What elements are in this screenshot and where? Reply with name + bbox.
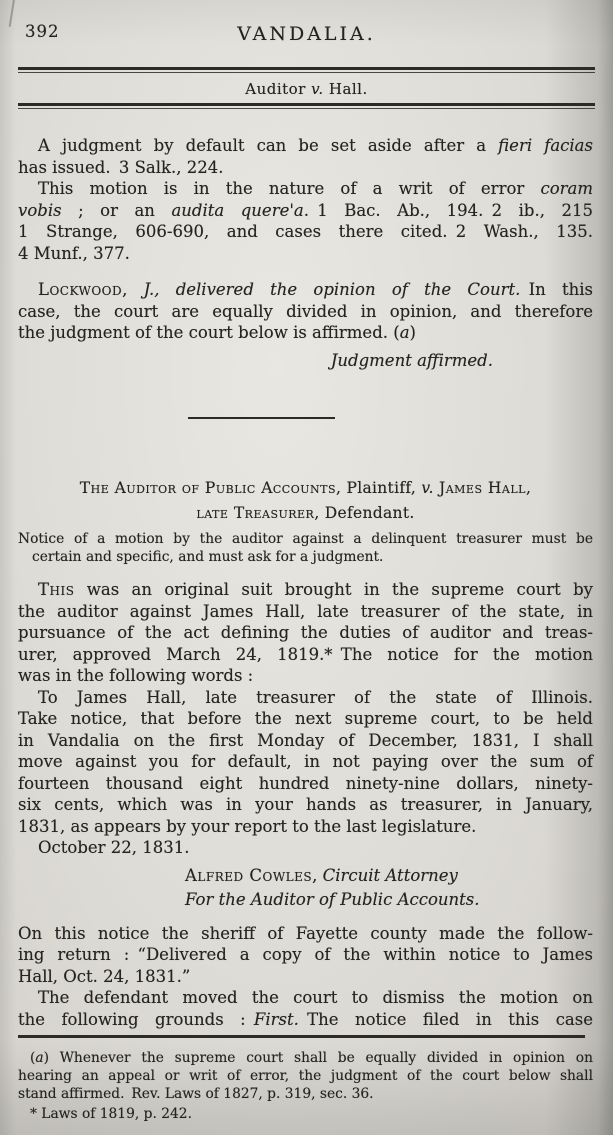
section-separator-rule xyxy=(188,417,335,419)
opinion-paragraph-default-judgment: A judgment by default can be set aside after a fieri facias has issued. 3 Salk., 224. xyxy=(18,136,593,177)
footnote-separator-rule xyxy=(18,1035,585,1037)
defendant-motion-paragraph: The defendant moved the court to dismiss the motion on the following grounds : First. The notice filed in this case xyxy=(18,988,593,1029)
header-rule-bottom xyxy=(18,103,595,109)
running-head: Auditor v. Hall. xyxy=(245,80,368,98)
case-caption: The Auditor of Public Accounts, Plaintiff, v. James Hall, late Treasurer, Defendant. xyxy=(79,479,532,523)
sheriff-return-paragraph: On this notice the sheriff of Fayette county made the follow- ing return : “Delivered a copy of the within notice to James Hall, Oct. 24, 1831.” xyxy=(18,923,593,986)
notice-paragraph: To James Hall, late treasurer of the state of Illinois. Take notice, that before the next supreme court, to be held in Vandalia on the first Monday of December, 1831, I shall move against you for default, in not paying over the sum of fourteen thousand eight hundred ninety-nine dollars, ninety- six cents, which was in your hands as treasurer, in January, 1831, as appears by your report to the last legislature. xyxy=(18,687,593,836)
opinion-paragraph-writ-of-error: This motion is in the nature of a writ of error coram vobis ; or an audita quere'a. 1 Bac. Ab., 194. 2 ib., 215 1 Strange, 606-690, and cases there cited. 2 Wash., 135. 4 Munf., 377. xyxy=(18,179,593,263)
running-title: VANDALIA. xyxy=(237,23,376,45)
notice-date-line: October 22, 1831. xyxy=(38,838,190,858)
header-rule-top xyxy=(18,67,595,73)
opinion-paragraph-lockwood: Lockwood, J., delivered the opinion of the Court. In this case, the court are equally divided in opinion, and therefore the judgment of the court below is affirmed. (a) xyxy=(18,280,593,342)
footnote-star: * Laws of 1819, p. 242. xyxy=(30,1105,192,1122)
footnote-a: (a) Whenever the supreme court shall be equally divided in opinion on hearing an appeal or writ of error, the judgment of the court below shall stand affirmed. Rev. Laws of 1827, p. 319, sec. 36. xyxy=(18,1049,593,1102)
page-body xyxy=(18,135,593,1123)
page-number: 392 xyxy=(25,22,60,41)
signature-block: Alfred Cowles, Circuit Attorney For the Auditor of Public Accounts. xyxy=(185,865,480,909)
case-paragraph-original-suit: This was an original suit brought in the supreme court by the auditor against James Hall, late treasurer of the state, in pursuance of the act defining the duties of auditor and treas- urer, approved March 24, 1819.* The notice for the motion was in the following words : xyxy=(18,580,593,686)
page-header xyxy=(0,20,613,48)
case-syllabus: Notice of a motion by the auditor against a delinquent treasurer must be certain and specific, and must ask for a judgment. xyxy=(18,531,593,565)
judgment-affirmed-line: Judgment affirmed. xyxy=(330,350,493,370)
